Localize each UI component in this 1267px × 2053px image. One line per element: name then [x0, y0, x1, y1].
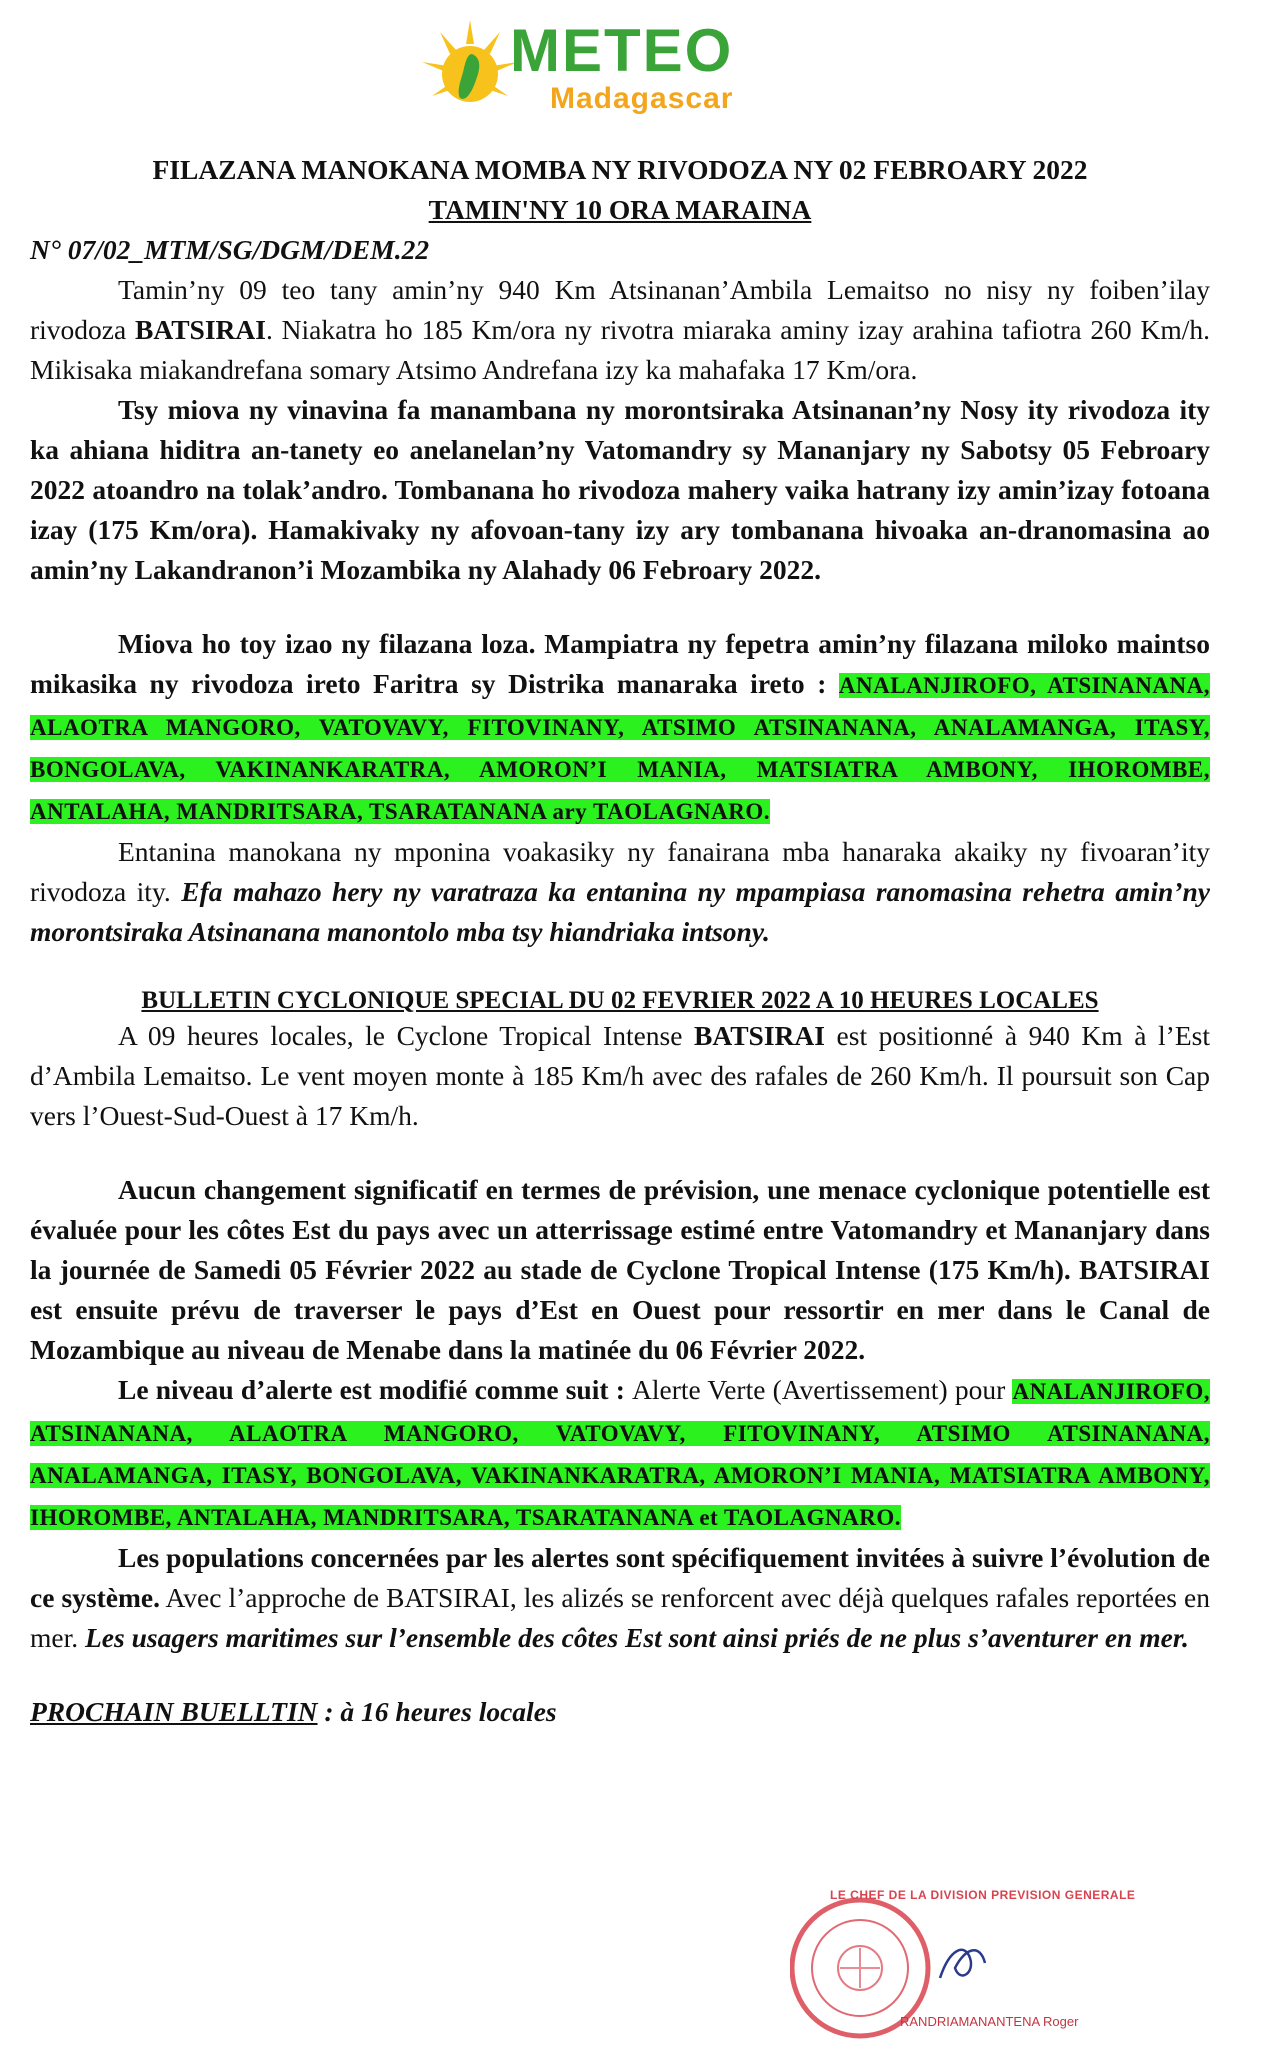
next-bulletin	[30, 1692, 1210, 1732]
mg-paragraph-3	[30, 624, 1210, 832]
header-line1: FILAZANA MANOKANA MOMBA NY RIVODOZA NY 02 FEBROARY 2022	[152, 154, 1088, 185]
signatory-name: RANDRIAMANANTENA Roger	[900, 2014, 1079, 2029]
next-bulletin-label: PROCHAIN BUELLTIN	[30, 1696, 318, 1727]
mg-p1-text: Tamin’ny 09 teo tany amin’ny 940 Km Atsinanan’Ambila Lemaitso no nisy ny foiben’ilay rivodoza	[30, 274, 1210, 345]
fr-paragraph-4	[30, 1538, 1210, 1658]
mg-paragraph-2: Tsy miova ny vinavina fa manambana ny morontsiraka Atsinanan’ny Nosy ity rivodoza ity ka ahiana hiditra an-tanety eo anelanelan’ny Vatomandry sy Mananjary ny Sabotsy 05 Febroary 2022 atoandro na tolak’andro. Tombanana ho rivodoza mahery vaika hatrany izy amin’izay fotoana izay (175 Km/ora). Hamakivaky ny afovoan-tany izy ary tombanana hivoaka an-dranomasina ao amin’ny Lakandranon’i Mozambika ny Alahady 06 Febroary 2022.	[30, 394, 1210, 585]
fr-p4-text: Les populations concernées par les alertes sont spécifiquement invitées à suivre l’évolution de ce système.	[30, 1542, 1210, 1613]
mg-paragraph-4	[30, 832, 1210, 952]
french-bulletin-title: BULLETIN CYCLONIQUE SPECIAL DU 02 FEVRIER 2022 A 10 HEURES LOCALES	[141, 987, 1099, 1014]
fr-p4-italic: Les usagers maritimes sur l’ensemble des côtes Est sont ainsi priés de ne plus s’aventurer en mer.	[85, 1622, 1189, 1653]
fr-p1-bold: BATSIRAI	[694, 1020, 825, 1051]
fr-p3-rest: Alerte Verte (Avertissement) pour	[632, 1374, 1013, 1405]
fr-paragraph-2: Aucun changement significatif en termes de prévision, une menace cyclonique potentielle est évaluée pour les côtes Est du pays avec un atterrissage estimé entre Vatomandry et Mananjary dans la journée de Samedi 05 Février 2022 au stade de Cyclone Tropical Intense (175 Km/h). BATSIRAI est ensuite prévu de traverser le pays d’Est en Ouest pour ressortir en mer dans le Canal de Mozambique au niveau de Menabe dans la matinée du 06 Février 2022.	[30, 1174, 1210, 1365]
fr-p4-rest: Avec l’approche de BATSIRAI, les alizés se renforcent avec déjà quelques rafales reportées en mer.	[30, 1582, 1210, 1653]
mg-p1-rest: . Niakatra ho 185 Km/ora ny rivotra miaraka aminy izay arahina tafiotra 260 Km/h. Mikisaka miakandrefana somary Atsimo Andrefana izy ka mahafaka 17 Km/ora.	[30, 314, 1210, 385]
signature-scribble	[940, 1950, 985, 1978]
header-line2: TAMIN'NY 10 ORA MARAINA	[428, 194, 812, 225]
bulletin-body	[30, 150, 1210, 1732]
mg-regions-highlight: ANALANJIROFO, ATSINANANA, ALAOTRA MANGORO, VATOVAVY, FITOVINANY, ATSIMO ATSINANANA, ANALAMANGA, ITASY, BONGOLAVA, VAKINANKARATRA, AMORON’I MANIA, MATSIATRA AMBONY, IHOROMBE, ANTALAHA, MANDRITSARA, TSARATANANA ary TAOLAGNARO.	[30, 673, 1210, 824]
fr-p3-text: Le niveau d’alerte est modifié comme suit :	[118, 1374, 633, 1405]
signatory-title: LE CHEF DE LA DIVISION PREVISION GENERALE	[830, 1888, 1136, 1902]
reference-number: N° 07/02_MTM/SG/DGM/DEM.22	[30, 234, 430, 265]
header-title	[30, 150, 1210, 230]
mg-p3-text: Miova ho toy izao ny filazana loza. Mampiatra ny fepetra amin’ny filazana miloko maintso mikasika ny rivodoza ireto Faritra sy Distrika manaraka ireto :	[30, 628, 1210, 699]
fr-p1-rest: est positionné à 940 Km à l’Est d’Ambila Lemaitso. Le vent moyen monte à 185 Km/h avec des rafales de 260 Km/h. Il poursuit son Cap vers l’Ouest-Sud-Ouest à 17 Km/h.	[30, 1020, 1210, 1131]
mg-paragraph-1	[30, 270, 1210, 390]
fr-p1-text: A 09 heures locales, le Cyclone Tropical Intense	[118, 1020, 695, 1051]
next-bulletin-time: : à 16 heures locales	[317, 1696, 557, 1727]
signature-block	[790, 1888, 1230, 2048]
fr-regions-highlight: ANALANJIROFO, ATSINANANA, ALAOTRA MANGORO, VATOVAVY, FITOVINANY, ATSIMO ATSINANANA, ANALAMANGA, ITASY, BONGOLAVA, VAKINANKARATRA, AMORON’I MANIA, MATSIATRA AMBONY, IHOROMBE, ANTALAHA, MANDRITSARA, TSARATANANA et TAOLAGNARO.	[30, 1379, 1210, 1530]
fr-paragraph-1	[30, 1016, 1210, 1136]
logo-title: METEO	[510, 17, 734, 84]
logo-subtitle: Madagascar	[550, 82, 734, 115]
mg-p4-italic: Efa mahazo hery ny varatraza ka entanina ny mpampiasa ranomasina rehetra amin’ny morontsiraka Atsinanana manontolo mba tsy hiandriaka intsony.	[30, 876, 1210, 947]
mg-p1-bold: BATSIRAI	[135, 314, 266, 345]
mg-p4-text: Entanina manokana ny mponina voakasiky ny fanairana mba hanaraka akaiky ny fivoaran’ity rivodoza ity.	[30, 836, 1210, 907]
meteo-madagascar-logo	[410, 14, 790, 126]
fr-paragraph-3	[30, 1370, 1210, 1538]
